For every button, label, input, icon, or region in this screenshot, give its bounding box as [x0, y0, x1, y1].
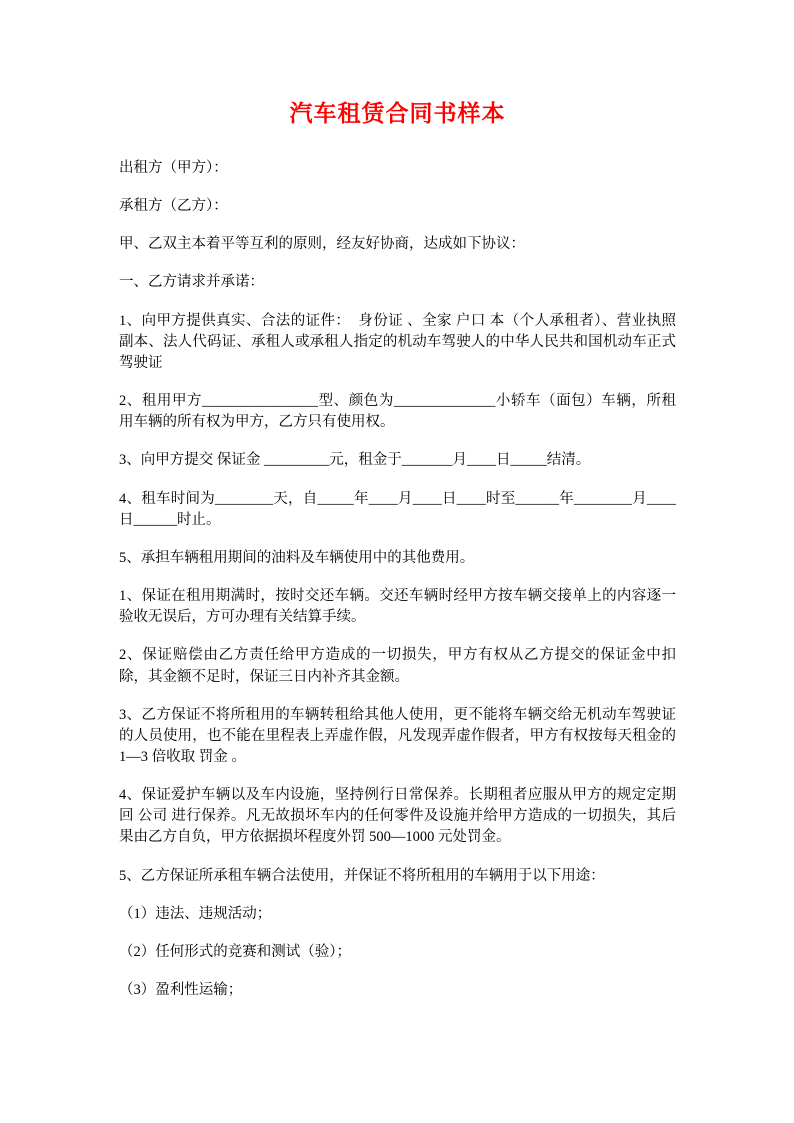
paragraph-party-b: 承租方（乙方）： [119, 198, 228, 215]
paragraph-list-item-1: （1）违法、违规活动； [119, 905, 272, 922]
paragraph: 4、保证爱护车辆以及车内设施，坚持例行日常保养。长期租者应服从甲方的规定定期回 公司 进行保养。凡无故损坏车内的任何零件及设施并给甲方造成的一切损失，其后果由乙方自负，甲方依据损坏程度外罚 500—1000 元处罚金。 [119, 787, 676, 846]
paragraph: 1、向甲方提供真实、合法的证件： 身份证 、全家 户口 本（个人承租者）、营业执照 副本、法人代码证、承租人或承租人指定的机动车驾驶人的中华人民共和国机动车正式 驾驶证 [119, 312, 680, 371]
paragraph-party-a: 出租方（甲方）： [119, 160, 228, 176]
document-title: 汽车租赁合同书样本 [289, 100, 506, 126]
paragraph: 3、乙方保证不将所租用的车辆转租给其他人使用，更不能将车辆交给无机动车驾驶证的人员使用，也不能在里程表上弄虚作假，凡发现弄虚作假者，甲方有权按每天租金的1—3 倍收取 罚金 。 [119, 706, 676, 765]
paragraph: 2、租用甲方________________型、颜色为______________小轿车（面包）车辆，所租用车辆的所有权为甲方，乙方只有使用权。 [119, 393, 676, 431]
paragraph-list-item-2: （2）任何形式的竞赛和测试（验）； [119, 943, 351, 960]
paragraph: 5、乙方保证所承租车辆合法使用，并保证不将所租用的车辆用于以下用途： [119, 867, 605, 884]
paragraph: 2、保证赔偿由乙方责任给甲方造成的一切损失，甲方有权从乙方提交的保证金中扣除，其金额不足时，保证三日内补齐其金额。 [119, 647, 676, 685]
paragraph: 3、向甲方提交 保证金 _________元，租金于_______月____日_____结清。 [119, 452, 591, 469]
paragraph: 5、承担车辆租用期间的油料及车辆使用中的其他费用。 [119, 549, 475, 566]
paragraph-list-item-3: （3）盈利性运输； [119, 982, 243, 999]
paragraph-section-heading: 一、乙方请求并承诺： [119, 274, 264, 291]
paragraph: 1、保证在租用期满时，按时交还车辆。交还车辆时经甲方按车辆交接单上的内容逐一验收无误后，方可办理有关结算手续。 [119, 588, 676, 626]
paragraph: 4、租车时间为________天，自_____年____月____日____时至______年________月____日______时止。 [119, 490, 676, 528]
paragraph-preamble: 甲、乙双主本着平等互利的原则，经友好协商，达成如下协议： [119, 236, 525, 253]
